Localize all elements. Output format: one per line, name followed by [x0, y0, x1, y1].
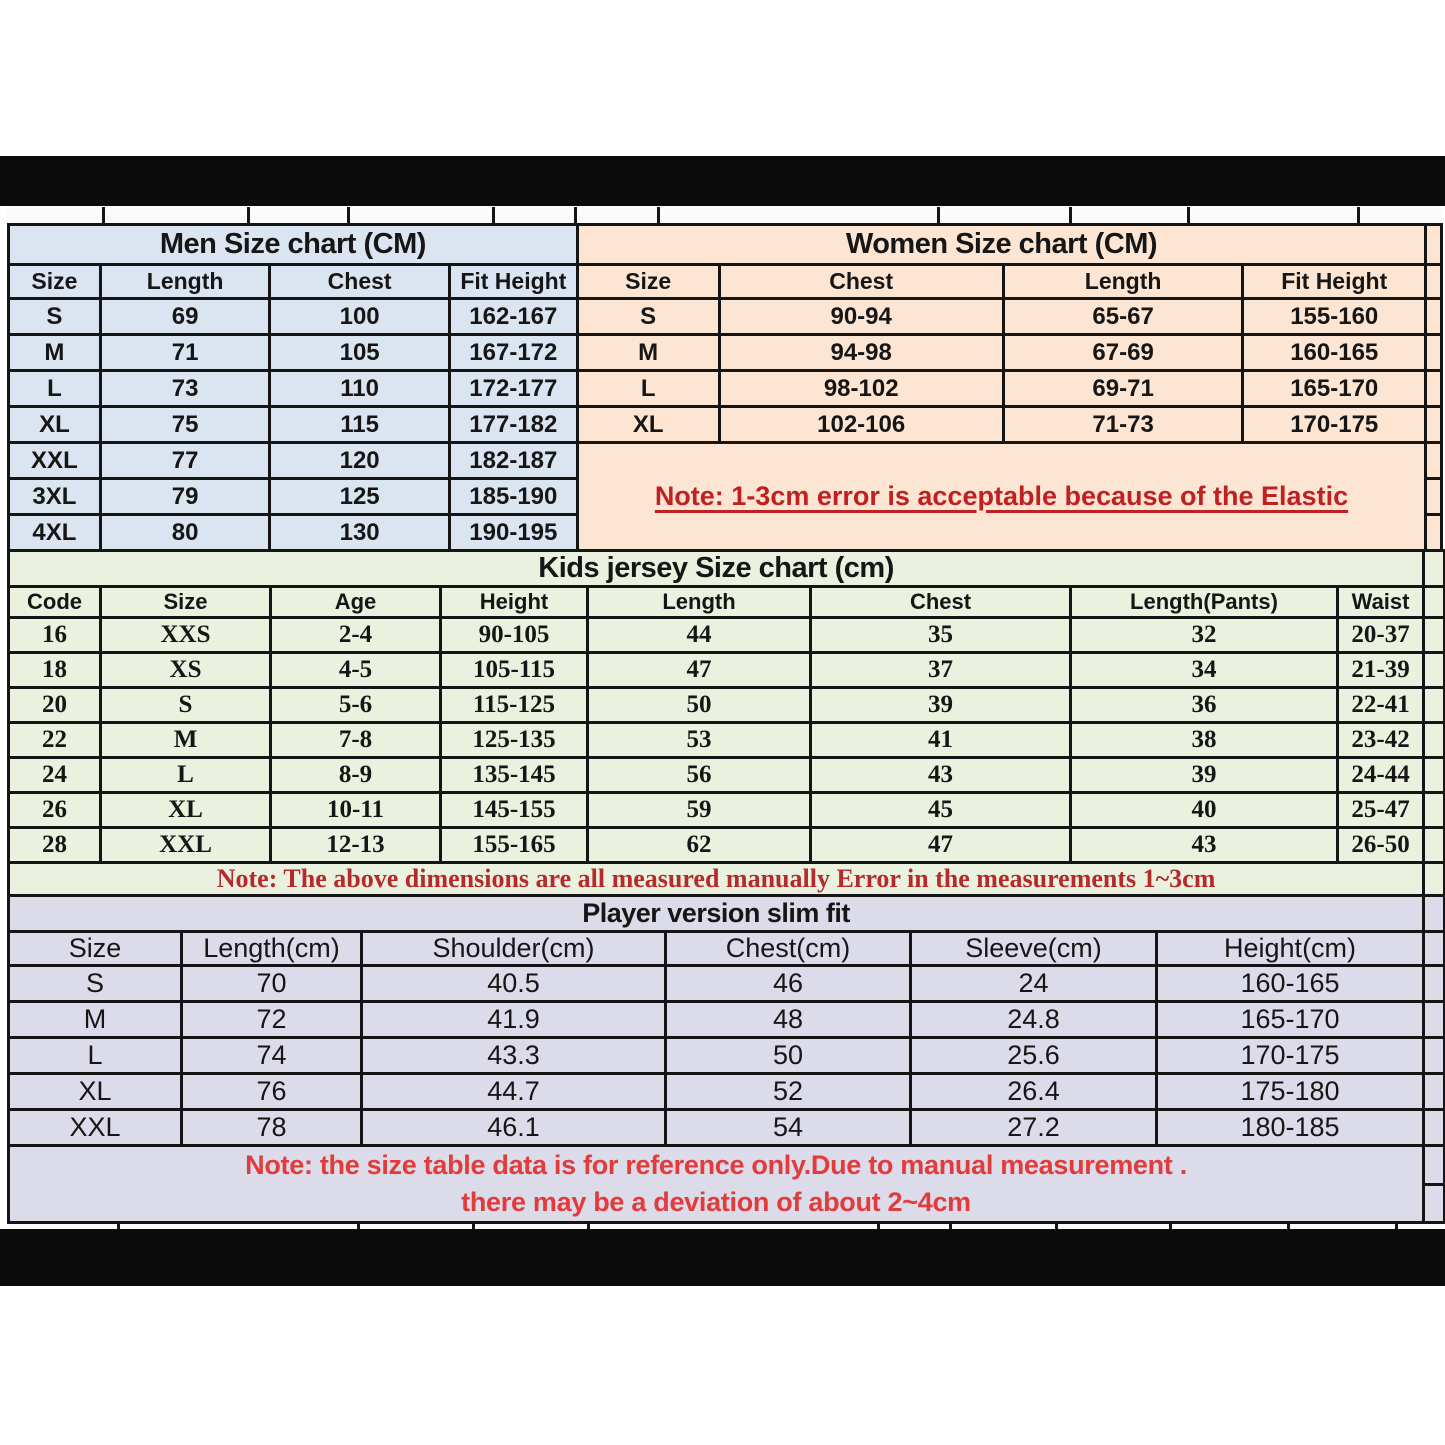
kids-table-title: Kids jersey Size chart (cm)	[9, 551, 1424, 587]
column-header: Chest	[811, 587, 1071, 618]
table-cell: 78	[182, 1110, 362, 1146]
women-table-title: Women Size chart (CM)	[577, 225, 1425, 265]
column-header: Code	[9, 587, 101, 618]
table-cell: 28	[9, 828, 101, 863]
table-cell: 5-6	[271, 688, 441, 723]
empty-sliver-cell	[1424, 758, 1445, 793]
bottom-note-block	[9, 1146, 1445, 1223]
column-header: Length	[588, 587, 811, 618]
table-row	[9, 479, 578, 515]
kids-note-row	[9, 863, 1445, 896]
table-row	[577, 371, 1441, 407]
empty-sliver-cell	[1424, 1038, 1445, 1074]
table-cell: 56	[588, 758, 811, 793]
table-cell: 24-44	[1338, 758, 1424, 793]
table-cell: 48	[666, 1002, 911, 1038]
table-cell: XXS	[101, 618, 271, 653]
player-version-table	[7, 894, 1445, 1224]
table-cell: 26.4	[911, 1074, 1157, 1110]
column-header: Size	[9, 932, 182, 966]
spreadsheet-area	[7, 207, 1443, 1234]
table-cell: 76	[182, 1074, 362, 1110]
table-cell: 145-155	[441, 793, 588, 828]
table-cell: 75	[100, 407, 270, 443]
table-cell: 73	[100, 371, 270, 407]
player-table-body	[9, 966, 1445, 1146]
column-header: Waist	[1338, 587, 1424, 618]
table-cell: XL	[9, 407, 101, 443]
column-header: Fit Height	[449, 265, 577, 299]
kids-measurement-note: Note: The above dimensions are all measured manually Error in the measurements 1~3cm	[9, 863, 1424, 896]
women-note-cell	[577, 443, 1425, 551]
table-cell: 7-8	[271, 723, 441, 758]
bottom-note-line2: there may be a deviation of about 2~4cm	[461, 1187, 971, 1217]
table-cell: 24.8	[911, 1002, 1157, 1038]
men-table-body	[9, 299, 578, 551]
table-cell: 21-39	[1338, 653, 1424, 688]
table-cell: 69-71	[1003, 371, 1242, 407]
bottom-black-bar	[0, 1229, 1445, 1286]
player-table-header-row	[9, 932, 1445, 966]
empty-sliver-cell	[1426, 299, 1442, 335]
column-header: Sleeve(cm)	[911, 932, 1157, 966]
empty-sliver-cell	[1424, 723, 1445, 758]
table-cell: 36	[1071, 688, 1338, 723]
kids-table-title-row	[9, 551, 1445, 587]
empty-sliver-cell	[1424, 1110, 1445, 1146]
empty-sliver-cell	[1424, 1146, 1445, 1185]
column-header: Length(Pants)	[1071, 587, 1338, 618]
column-header: Fit Height	[1243, 265, 1426, 299]
table-cell: XXL	[9, 1110, 182, 1146]
table-cell: 24	[9, 758, 101, 793]
table-cell: 162-167	[449, 299, 577, 335]
column-header: Shoulder(cm)	[362, 932, 666, 966]
table-cell: 24	[911, 966, 1157, 1002]
table-cell: 125-135	[441, 723, 588, 758]
table-row	[9, 443, 578, 479]
empty-sliver-cell	[1426, 407, 1442, 443]
table-cell: 34	[1071, 653, 1338, 688]
table-cell: 71-73	[1003, 407, 1242, 443]
table-cell: XS	[101, 653, 271, 688]
table-cell: 39	[1071, 758, 1338, 793]
column-header: Height(cm)	[1157, 932, 1424, 966]
table-row	[9, 758, 1445, 793]
table-cell: 26	[9, 793, 101, 828]
column-header: Length	[1003, 265, 1242, 299]
women-table-header-row	[577, 265, 1441, 299]
table-cell: 47	[588, 653, 811, 688]
table-cell: 165-170	[1243, 371, 1426, 407]
table-cell: 120	[270, 443, 449, 479]
table-cell: 160-165	[1157, 966, 1424, 1002]
table-cell: 20	[9, 688, 101, 723]
table-cell: L	[577, 371, 719, 407]
men-table-title-row	[9, 225, 578, 265]
empty-sliver-cell	[1424, 828, 1445, 863]
table-row	[577, 407, 1441, 443]
table-row	[9, 1002, 1445, 1038]
column-header: Height	[441, 587, 588, 618]
table-row	[9, 515, 578, 551]
table-cell: 175-180	[1157, 1074, 1424, 1110]
empty-sliver-cell	[1424, 966, 1445, 1002]
table-cell: 105-115	[441, 653, 588, 688]
men-table-title: Men Size chart (CM)	[9, 225, 578, 265]
empty-sliver-cell	[1424, 618, 1445, 653]
table-cell: 62	[588, 828, 811, 863]
kids-table-header-row	[9, 587, 1445, 618]
table-row	[9, 335, 578, 371]
empty-sliver-cell	[1424, 863, 1445, 896]
women-size-chart-table	[576, 223, 1443, 552]
empty-sliver-cell	[1426, 443, 1442, 479]
table-cell: 125	[270, 479, 449, 515]
kids-size-chart-table	[7, 549, 1445, 897]
table-cell: 177-182	[449, 407, 577, 443]
empty-grid-row-top	[7, 207, 1443, 223]
table-cell: 16	[9, 618, 101, 653]
table-cell: M	[577, 335, 719, 371]
empty-sliver-cell	[1426, 479, 1442, 515]
table-cell: 110	[270, 371, 449, 407]
table-cell: 50	[666, 1038, 911, 1074]
table-row	[9, 371, 578, 407]
women-note-block	[577, 443, 1441, 551]
table-cell: S	[9, 966, 182, 1002]
table-cell: 44.7	[362, 1074, 666, 1110]
women-elastic-note: Note: 1-3cm error is acceptable because of the Elastic	[654, 481, 1349, 511]
table-cell: 25.6	[911, 1038, 1157, 1074]
table-cell: XL	[577, 407, 719, 443]
table-cell: S	[9, 299, 101, 335]
table-cell: 20-37	[1338, 618, 1424, 653]
table-cell: 52	[666, 1074, 911, 1110]
table-cell: 155-165	[441, 828, 588, 863]
table-cell: 45	[811, 793, 1071, 828]
table-cell: 40	[1071, 793, 1338, 828]
table-cell: L	[9, 1038, 182, 1074]
empty-sliver-cell	[1424, 1074, 1445, 1110]
table-cell: M	[9, 1002, 182, 1038]
table-cell: 3XL	[9, 479, 101, 515]
men-table-header-row	[9, 265, 578, 299]
table-cell: 100	[270, 299, 449, 335]
table-cell: 71	[100, 335, 270, 371]
table-cell: 41.9	[362, 1002, 666, 1038]
table-cell: 170-175	[1243, 407, 1426, 443]
table-cell: 77	[100, 443, 270, 479]
table-row	[9, 407, 578, 443]
table-row	[9, 723, 1445, 758]
table-cell: 90-94	[719, 299, 1003, 335]
table-cell: 190-195	[449, 515, 577, 551]
table-cell: 32	[1071, 618, 1338, 653]
women-table-title-row	[577, 225, 1441, 265]
men-size-chart-table	[7, 223, 579, 552]
table-cell: 170-175	[1157, 1038, 1424, 1074]
table-cell: 46.1	[362, 1110, 666, 1146]
table-row	[9, 688, 1445, 723]
table-cell: 38	[1071, 723, 1338, 758]
table-cell: 67-69	[1003, 335, 1242, 371]
table-cell: 65-67	[1003, 299, 1242, 335]
table-cell: S	[101, 688, 271, 723]
kids-table-body	[9, 618, 1445, 863]
table-cell: 8-9	[271, 758, 441, 793]
table-cell: L	[9, 371, 101, 407]
column-header: Chest	[719, 265, 1003, 299]
player-table-title-row	[9, 896, 1445, 932]
kids-note-block	[9, 863, 1445, 896]
empty-sliver-cell	[1426, 515, 1442, 551]
table-cell: 130	[270, 515, 449, 551]
table-cell: 160-165	[1243, 335, 1426, 371]
table-row	[9, 653, 1445, 688]
table-cell: 39	[811, 688, 1071, 723]
table-cell: 115	[270, 407, 449, 443]
table-row	[577, 335, 1441, 371]
table-cell: 115-125	[441, 688, 588, 723]
column-header: Size	[577, 265, 719, 299]
table-cell: 80	[100, 515, 270, 551]
table-row	[9, 1038, 1445, 1074]
bottom-note-cell	[9, 1146, 1424, 1223]
table-row	[9, 828, 1445, 863]
table-cell: 72	[182, 1002, 362, 1038]
empty-sliver-cell	[1424, 932, 1445, 966]
table-cell: 47	[811, 828, 1071, 863]
table-cell: 18	[9, 653, 101, 688]
table-cell: 185-190	[449, 479, 577, 515]
table-cell: 54	[666, 1110, 911, 1146]
empty-sliver-cell	[1424, 793, 1445, 828]
table-cell: 165-170	[1157, 1002, 1424, 1038]
column-header: Age	[271, 587, 441, 618]
table-cell: 4XL	[9, 515, 101, 551]
table-cell: 182-187	[449, 443, 577, 479]
table-cell: 105	[270, 335, 449, 371]
table-cell: 135-145	[441, 758, 588, 793]
table-row	[9, 618, 1445, 653]
table-cell: 22	[9, 723, 101, 758]
table-row	[577, 299, 1441, 335]
table-cell: 23-42	[1338, 723, 1424, 758]
bottom-note-line1: Note: the size table data is for reference only.Due to manual measurement .	[245, 1150, 1187, 1180]
column-header: Size	[9, 265, 101, 299]
empty-sliver-cell	[1424, 688, 1445, 723]
table-cell: 35	[811, 618, 1071, 653]
table-cell: 167-172	[449, 335, 577, 371]
table-cell: 22-41	[1338, 688, 1424, 723]
top-black-bar	[0, 156, 1445, 206]
table-cell: 155-160	[1243, 299, 1426, 335]
table-cell: 69	[100, 299, 270, 335]
table-cell: 27.2	[911, 1110, 1157, 1146]
table-row	[9, 1074, 1445, 1110]
table-cell: XXL	[9, 443, 101, 479]
table-cell: 180-185	[1157, 1110, 1424, 1146]
table-cell: 50	[588, 688, 811, 723]
table-cell: 90-105	[441, 618, 588, 653]
column-header: Chest(cm)	[666, 932, 911, 966]
table-cell: 74	[182, 1038, 362, 1074]
table-row	[9, 1110, 1445, 1146]
table-cell: 10-11	[271, 793, 441, 828]
table-cell: 12-13	[271, 828, 441, 863]
table-cell: 59	[588, 793, 811, 828]
column-header: Chest	[270, 265, 449, 299]
table-cell: M	[9, 335, 101, 371]
table-cell: 2-4	[271, 618, 441, 653]
empty-sliver-cell	[1424, 1185, 1445, 1223]
table-cell: 94-98	[719, 335, 1003, 371]
table-cell: 44	[588, 618, 811, 653]
empty-sliver-cell	[1424, 653, 1445, 688]
table-cell: S	[577, 299, 719, 335]
table-cell: 102-106	[719, 407, 1003, 443]
table-cell: 43	[811, 758, 1071, 793]
table-cell: 26-50	[1338, 828, 1424, 863]
table-cell: XL	[9, 1074, 182, 1110]
table-cell: 25-47	[1338, 793, 1424, 828]
table-cell: 79	[100, 479, 270, 515]
table-cell: 70	[182, 966, 362, 1002]
empty-sliver-cell	[1426, 225, 1442, 265]
empty-sliver-cell	[1424, 587, 1445, 618]
table-row	[9, 793, 1445, 828]
empty-sliver-cell	[1426, 371, 1442, 407]
table-cell: XL	[101, 793, 271, 828]
column-header: Length(cm)	[182, 932, 362, 966]
player-table-title: Player version slim fit	[9, 896, 1424, 932]
empty-sliver-cell	[1424, 551, 1445, 587]
table-cell: 53	[588, 723, 811, 758]
empty-sliver-cell	[1426, 265, 1442, 299]
table-cell: 37	[811, 653, 1071, 688]
empty-sliver-cell	[1426, 335, 1442, 371]
table-cell: 43	[1071, 828, 1338, 863]
bottom-note-row	[9, 1146, 1445, 1185]
table-cell: 40.5	[362, 966, 666, 1002]
column-header: Length	[100, 265, 270, 299]
table-cell: 43.3	[362, 1038, 666, 1074]
table-row	[9, 299, 578, 335]
table-cell: M	[101, 723, 271, 758]
table-cell: 172-177	[449, 371, 577, 407]
table-cell: L	[101, 758, 271, 793]
men-women-row	[7, 223, 1443, 552]
empty-sliver-cell	[1424, 896, 1445, 932]
column-header: Size	[101, 587, 271, 618]
table-cell: XXL	[101, 828, 271, 863]
table-cell: 41	[811, 723, 1071, 758]
women-note-row	[577, 443, 1441, 479]
table-cell: 46	[666, 966, 911, 1002]
table-cell: 4-5	[271, 653, 441, 688]
empty-sliver-cell	[1424, 1002, 1445, 1038]
table-row	[9, 966, 1445, 1002]
table-cell: 98-102	[719, 371, 1003, 407]
women-table-body	[577, 299, 1441, 443]
